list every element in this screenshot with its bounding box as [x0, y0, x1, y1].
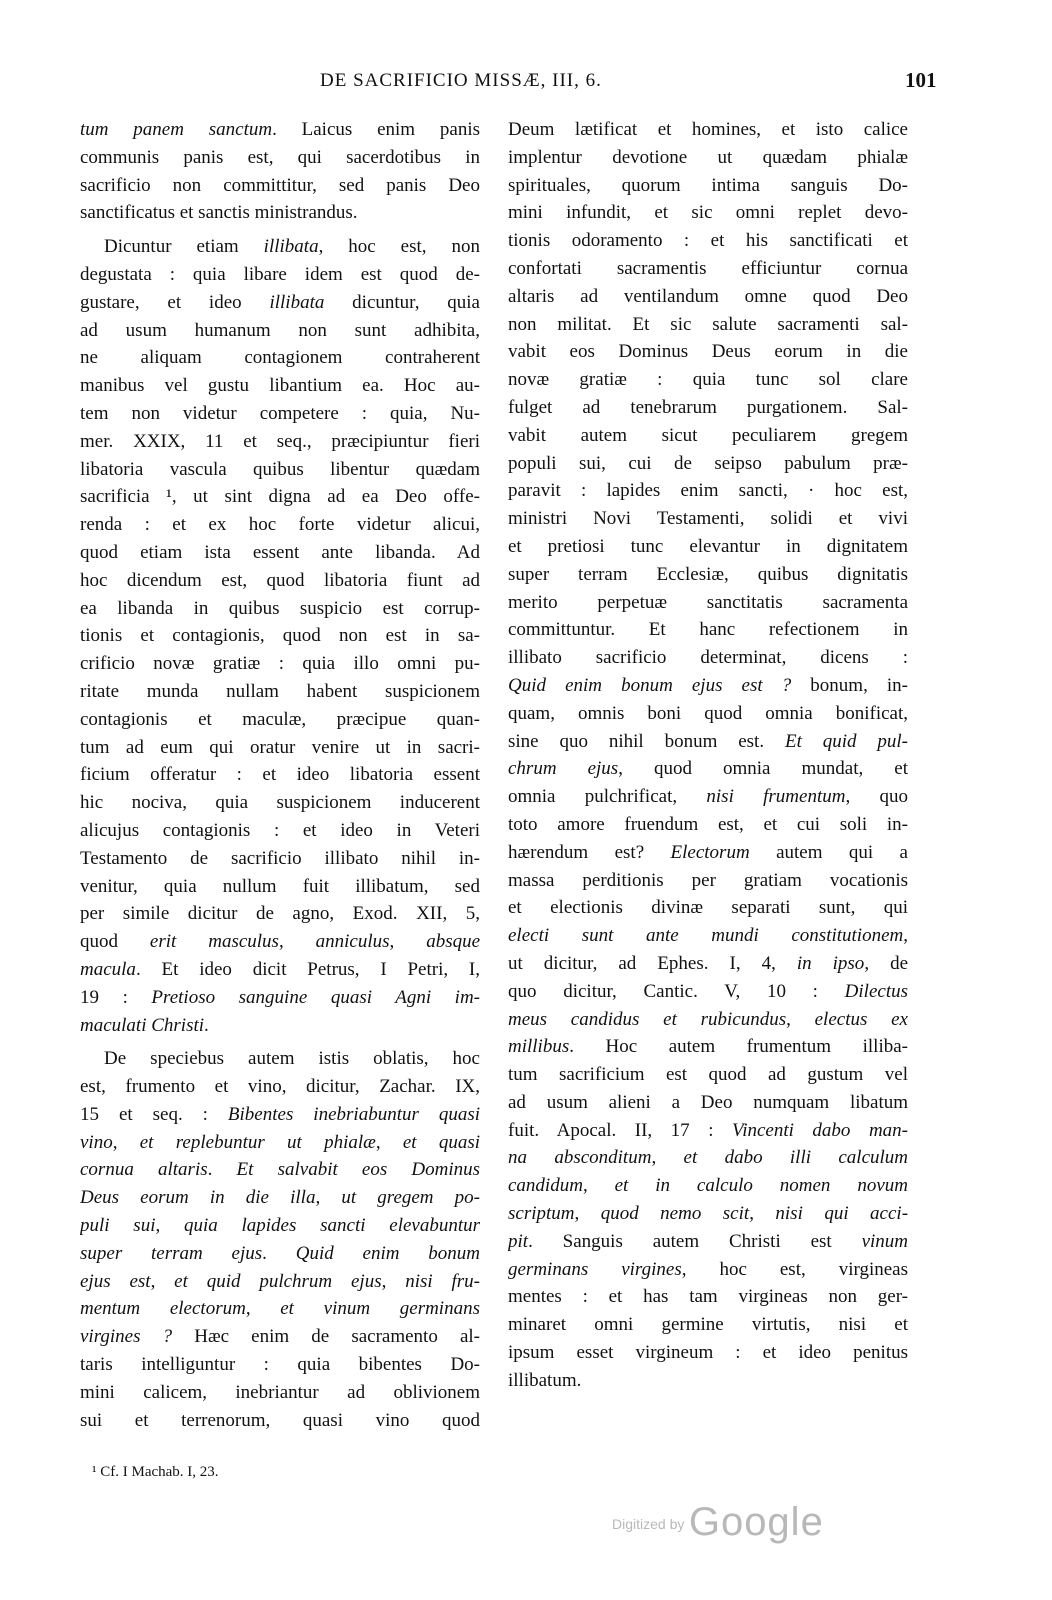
left-column-line: quod erit masculus, anniculus, absque — [80, 931, 480, 953]
right-column-line: vabit eos Dominus Deus eorum in die — [508, 341, 908, 363]
right-column-line: ut dicitur, ad Ephes. I, 4, in ipso, de — [508, 952, 908, 974]
left-column-line: taris intelliguntur : quia bibentes Do- — [80, 1354, 480, 1376]
left-column-line: tum ad eum qui oratur venire ut in sacri- — [80, 736, 480, 758]
left-column-line: degustata : quia libare idem est quod de- — [80, 263, 480, 285]
right-column-line: pit. Sanguis autem Christi est vinum — [508, 1230, 908, 1252]
left-column-line: 19 : Pretioso sanguine quasi Agni im- — [80, 986, 480, 1008]
right-column-line: super terram Ecclesiæ, quibus dignitatis — [508, 563, 908, 585]
right-column-line: hærendum est? Electorum autem qui a — [508, 841, 908, 863]
right-column-line: chrum ejus, quod omnia mundat, et — [508, 758, 908, 780]
left-column-line: macula. Et ideo dicit Petrus, I Petri, I, — [80, 958, 480, 980]
right-column-line: mini infundit, et sic omni replet devo- — [508, 202, 908, 224]
left-column-line: tum panem sanctum. Laicus enim panis — [80, 119, 480, 140]
right-column-line: et pretiosi tunc elevantur in dignitatem — [508, 535, 908, 557]
left-column-line: hic nociva, quia suspicionem inducerent — [80, 792, 480, 814]
right-column-line: germinans virgines, hoc est, virgineas — [508, 1258, 908, 1280]
footnote: ¹ Cf. I Machab. I, 23. — [92, 1464, 219, 1480]
right-column-line: quam, omnis boni quod omnia bonificat, — [508, 702, 908, 724]
left-column-line: super terram ejus. Quid enim bonum — [80, 1242, 480, 1264]
right-column-line: et electionis divinæ separati sunt, qui — [508, 897, 908, 919]
right-column-line: illibato sacrificio determinat, dicens : — [508, 647, 908, 669]
left-column-line: Dicuntur etiam illibata, hoc est, non — [104, 236, 480, 258]
left-column-line: cornua altaris. Et salvabit eos Dominus — [80, 1159, 480, 1181]
left-text-column — [80, 116, 480, 1434]
left-column-line: vino, et replebuntur ut phialæ, et quasi — [80, 1131, 480, 1153]
right-column-line: massa perditionis per gratiam vocationis — [508, 869, 908, 891]
right-column-line: toto amore fruendum est, et cui soli in- — [508, 813, 908, 835]
right-column-line: ipsum esset virgineum : et ideo penitus — [508, 1342, 908, 1364]
left-column-line: mini calicem, inebriantur ad oblivionem — [80, 1381, 480, 1403]
left-column-line: 15 et seq. : Bibentes inebriabuntur quasi — [80, 1103, 480, 1125]
watermark-prefix: Digitized by — [612, 1516, 685, 1532]
right-text-column — [508, 116, 908, 1395]
right-column-line: Deum lætificat et homines, et isto calice — [508, 119, 908, 140]
right-column-line: spirituales, quorum intima sanguis Do- — [508, 174, 908, 196]
right-column-line: meus candidus et rubicundus, electus ex — [508, 1008, 908, 1030]
right-column-line: fuit. Apocal. II, 17 : Vincenti dabo man- — [508, 1119, 908, 1141]
left-column-line: sui et terrenorum, quasi vino quod — [80, 1409, 480, 1431]
right-column-line: minaret omni germine virtutis, nisi et — [508, 1314, 908, 1336]
left-column-line: sanctificatus et sanctis ministrandus. — [80, 202, 358, 224]
left-column-line: ad usum humanum non sunt adhibita, — [80, 319, 480, 341]
left-column-line: virgines ? Hæc enim de sacramento al- — [80, 1326, 480, 1348]
left-column-line: De speciebus autem istis oblatis, hoc — [104, 1048, 480, 1070]
left-column-line: alicujus contagionis : et ideo in Veteri — [80, 819, 480, 841]
left-column-line: est, frumento et vino, dicitur, Zachar. IX, — [80, 1076, 480, 1098]
right-column-line: quo dicitur, Cantic. V, 10 : Dilectus — [508, 980, 908, 1002]
right-column-line: mentes : et has tam virgineas non ger- — [508, 1286, 908, 1308]
left-column-line: sacrificia ¹, ut sint digna ad ea Deo offe- — [80, 486, 480, 508]
left-column-line: quod etiam ista essent ante libanda. Ad — [80, 541, 480, 563]
page-number: 101 — [905, 68, 937, 92]
left-column-line: gustare, et ideo illibata dicuntur, quia — [80, 291, 480, 313]
right-column-line: merito perpetuæ sanctitatis sacramenta — [508, 591, 908, 613]
right-column-line: novæ gratiæ : quia tunc sol clare — [508, 369, 908, 391]
running-title: DE SACRIFICIO MISSÆ, III, 6. — [320, 70, 602, 91]
left-column-line: mer. XXIX, 11 et seq., præcipiuntur fieri — [80, 430, 480, 452]
left-column-line: mentum electorum, et vinum germinans — [80, 1298, 480, 1320]
left-column-line: maculati Christi. — [80, 1014, 209, 1036]
right-column-line: illibatum. — [508, 1369, 582, 1391]
left-column-line: communis panis est, qui sacerdotibus in — [80, 146, 480, 168]
left-column-line: ficium offeratur : et ideo libatoria essent — [80, 764, 480, 786]
right-column-line: omnia pulchrificat, nisi frumentum, quo — [508, 786, 908, 808]
right-column-line: Quid enim bonum ejus est ? bonum, in- — [508, 674, 908, 696]
left-column-line: venitur, quia nullum fuit illibatum, sed — [80, 875, 480, 897]
left-column-line: ritate munda nullam habent suspicionem — [80, 680, 480, 702]
right-column-line: millibus. Hoc autem frumentum illiba- — [508, 1036, 908, 1058]
left-column-line: tionis et contagionis, quod non est in sa- — [80, 625, 480, 647]
left-column-line: Deus eorum in die illa, ut gregem po- — [80, 1187, 480, 1209]
right-column-line: altaris ad ventilandum omne quod Deo — [508, 285, 908, 307]
right-column-line: confortati sacramentis efficiuntur cornua — [508, 257, 908, 279]
left-column-line: ea libanda in quibus suspicio est corrup- — [80, 597, 480, 619]
google-logo: Google — [688, 1500, 824, 1544]
right-column-line: tum sacrificium est quod ad gustum vel — [508, 1064, 908, 1086]
left-column-line: Testamento de sacrificio illibato nihil in- — [80, 847, 480, 869]
left-column-line: ejus est, et quid pulchrum ejus, nisi fru- — [80, 1270, 480, 1292]
right-column-line: ministri Novi Testamenti, solidi et vivi — [508, 508, 908, 530]
left-column-line: tem non videtur competere : quia, Nu- — [80, 402, 480, 424]
left-column-line: per simile dicitur de agno, Exod. XII, 5, — [80, 903, 480, 925]
right-column-line: candidum, et in calculo nomen novum — [508, 1175, 908, 1197]
digitized-by-watermark — [612, 1500, 824, 1545]
left-column-line: ne aliquam contagionem contraherent — [80, 347, 480, 369]
left-column-line: sacrificio non committitur, sed panis Deo — [80, 174, 480, 196]
left-column-line: libatoria vascula quibus libentur quædam — [80, 458, 480, 480]
right-column-line: paravit : lapides enim sancti, · hoc est, — [508, 480, 908, 502]
left-column-line: contagionis et maculæ, præcipue quan- — [80, 708, 480, 730]
right-column-line: committuntur. Et hanc refectionem in — [508, 619, 908, 641]
right-column-line: ad usum alieni a Deo numquam libatum — [508, 1091, 908, 1113]
left-column-line: renda : et ex hoc forte videtur alicui, — [80, 514, 480, 536]
right-column-line: sine quo nihil bonum est. Et quid pul- — [508, 730, 908, 752]
left-column-line: crificio novæ gratiæ : quia illo omni pu- — [80, 653, 480, 675]
right-column-line: na absconditum, et dabo illi calculum — [508, 1147, 908, 1169]
right-column-line: non militat. Et sic salute sacramenti sal- — [508, 313, 908, 335]
right-column-line: scriptum, quod nemo scit, nisi qui acci- — [508, 1203, 908, 1225]
right-column-line: populi sui, cui de seipso pabulum præ- — [508, 452, 908, 474]
right-column-line: fulget ad tenebrarum purgationem. Sal- — [508, 396, 908, 418]
left-column-line: puli sui, quia lapides sancti elevabuntur — [80, 1215, 480, 1237]
right-column-line: tionis odoramento : et his sanctificati et — [508, 230, 908, 252]
right-column-line: electi sunt ante mundi constitutionem, — [508, 925, 908, 947]
left-column-line: hoc dicendum est, quod libatoria fiunt ad — [80, 569, 480, 591]
right-column-line: implentur devotione ut quædam phialæ — [508, 146, 908, 168]
left-column-line: manibus vel gustu libantium ea. Hoc au- — [80, 375, 480, 397]
right-column-line: vabit autem sicut peculiarem gregem — [508, 424, 908, 446]
